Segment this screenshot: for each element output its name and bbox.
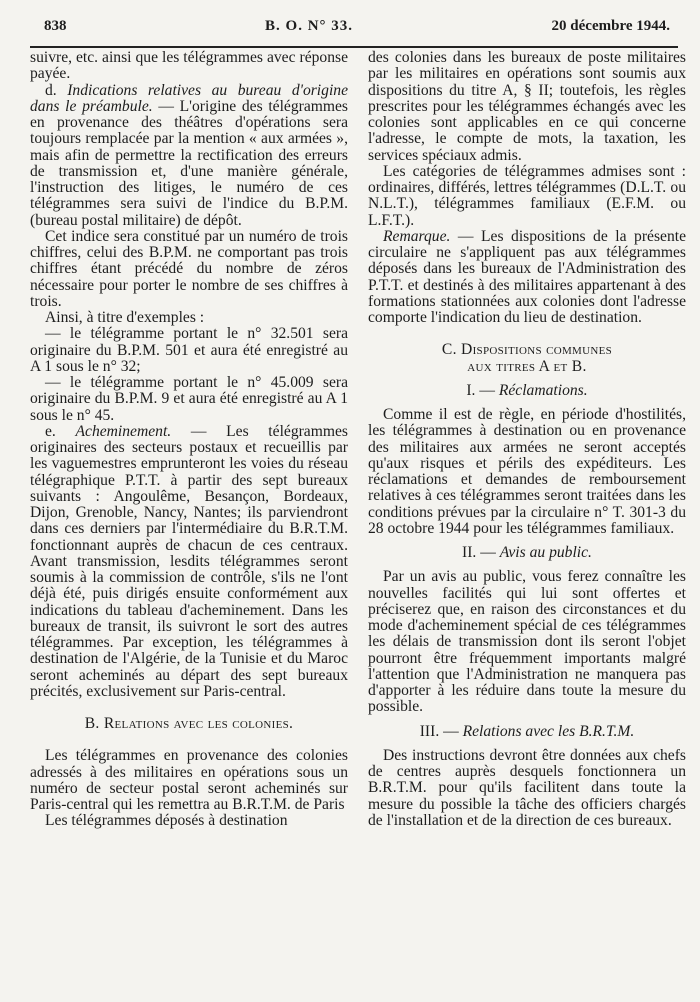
section-c-heading-line2: aux titres A et B. <box>467 357 587 375</box>
heading-brtm <box>368 724 686 740</box>
left-column <box>30 50 348 830</box>
paragraph-brtm: Des instructions devront être données aux chefs de centres auprès desquels fonctionnera un B.R.T.M. pour qu'ils facilitent dans toute la mesure du possible la tâche des officiers chargés de l'installation et de la direction de ces bureaux. <box>368 746 686 829</box>
page-number: 838 <box>44 17 67 34</box>
heading-avis <box>368 545 686 561</box>
issue-date: 20 décembre 1944. <box>551 17 670 34</box>
e-title: Acheminement. <box>75 422 172 440</box>
section-b-heading: B. Relations avec les colonies. <box>84 715 294 732</box>
paragraph-e <box>30 424 348 700</box>
d-label: d. <box>45 81 57 99</box>
example-2: — le télégramme portant le n° 45.009 sera originaire du B.P.M. 9 et aura été enregistré au A 1 sous le n° 45. <box>30 374 348 424</box>
heading-reclamations-title: Réclamations. <box>498 381 588 399</box>
heading-reclamations-number: I. — <box>466 381 499 399</box>
bulletin-number: B. O. N° 33. <box>265 17 354 34</box>
paragraph-b2: Les télégrammes déposés à destination <box>45 812 288 830</box>
paragraph-d <box>30 83 348 229</box>
page-header <box>44 14 670 38</box>
paragraph-colonies: des colonies dans les bureaux de poste militaires par les militaires en opérations sont soumis aux dispositions du titre A, § II; toutefois, les règles prescrites pour les télégrammes échangés avec les colonies sont applicables en ce qui concerne l'adresse, le compte de mots, la taxation, les services spéciaux admis. <box>368 49 686 164</box>
paragraph-remarque <box>368 229 686 327</box>
e-label: e. <box>45 422 56 440</box>
paragraph-continued: suivre, etc. ainsi que les télégrammes avec réponse payée. <box>30 49 348 83</box>
heading-avis-number: II. — <box>462 544 500 561</box>
right-column <box>368 50 686 829</box>
heading-brtm-number: III. — <box>419 722 463 740</box>
remarque-label: Remarque. <box>383 227 451 245</box>
heading-avis-title: Avis au public. <box>499 544 592 561</box>
d-body: — L'origine des télégrammes en provenance des théâtres d'opérations sera toujours remplacée par la mention « aux armées », mais afin de permettre la rectification des erreurs de transmission et, d'une manière générale, l'instruction des litiges, le numéro de ces télégrammes sera suivi de l'indice du B.P.M. (bureau postal militaire) de dépôt. <box>30 97 348 229</box>
paragraph-indice: Cet indice sera constitué par un numéro de trois chiffres, celui des B.P.M. ne comportant pas trois chiffres étant précédé du nombre de zéros nécessaire pour porter le nombre de ses chiffres à trois. <box>30 227 348 310</box>
example-1: — le télégramme portant le n° 32.501 sera originaire du B.P.M. 501 et aura été enregistré au A 1 sous le n° 32; <box>30 325 348 375</box>
d-title: Indications relatives au bureau d'origine dans le préambule. <box>30 81 348 115</box>
paragraph-reclamations: Comme il est de règle, en période d'hostilités, les télégrammes à destination ou en provenance des militaires aux armées ne seront acceptés qu'aux risques et périls des expéditeurs. Les réclamations et demandes de remboursement relatives à ces télégrammes seront traitées dans les conditions prévues par la circulaire n° T. 301-3 du 28 octobre 1944 pour les télégrammes familiaux. <box>368 406 686 537</box>
remarque-body: — Les dispositions de la présente circulaire ne s'appliquent pas aux télégrammes déposés dans les bureaux de l'Administration des P.T.T. et destinés à des militaires appartenant à des formations stationnées aux colonies dont l'adresse comporte l'indication du lieu de destination. <box>368 227 686 326</box>
heading-reclamations <box>368 383 686 399</box>
paragraph-b1: Les télégrammes en provenance des colonies adressés à des militaires en opérations sous un numéro de secteur postal seront acheminés sur Paris-central qui les remettra au B.R.T.M. de Paris <box>30 747 348 813</box>
paragraph-ainsi: Ainsi, à titre d'exemples : <box>45 309 205 326</box>
paragraph-avis: Par un avis au public, vous ferez connaître les nouvelles facilités qui lui sont offertes et préciserez que, en raison des circonstances et du mode d'acheminement spécial de ces télégrammes les délais de transmission dont ils seront l'objet pourront être fréquemment importants malgré l'attention que l'Administration ne manquera pas d'apporter à les réduire dans toute la mesure du possible. <box>368 568 686 716</box>
header-rule <box>30 46 678 48</box>
e-body: — Les télégrammes originaires des secteurs postaux et recueillis par les vaguemestres emprunteront les voies du réseau télégraphique P.T.T. à partir des sept bureaux suivants : Angoulême, Besançon, Bordeaux, Dijon, Grenoble, Nancy, Nantes; ils parviendront dans ces derniers par l'intermédiaire du B.R.T.M. fonctionnant auprès de chacun de ces centraux. Avant transmission, lesdits télégrammes seront soumis à la commission de contrôle, s'ils ne l'ont déjà été, puis dirigés ensuite conformément aux indications du tableau d'acheminement. Dans les bureaux de transit, ils suivront le sort des autres télégrammes. Par exception, les télégrammes à destination de l'Algérie, de la Tunisie et du Maroc seront acheminés au départ des sept bureaux précités, exclusivement sur Paris-central. <box>30 422 348 700</box>
heading-brtm-title: Relations avec les B.R.T.M. <box>462 722 635 740</box>
section-c-heading-line1: C. Dispositions communes <box>441 341 613 359</box>
paragraph-categories: Les catégories de télégrammes admises sont : ordinaires, différés, lettres télégrammes (D.L.T. ou N.L.T.), télégrammes familiaux (E.F.M. ou L.F.T.). <box>368 162 686 229</box>
